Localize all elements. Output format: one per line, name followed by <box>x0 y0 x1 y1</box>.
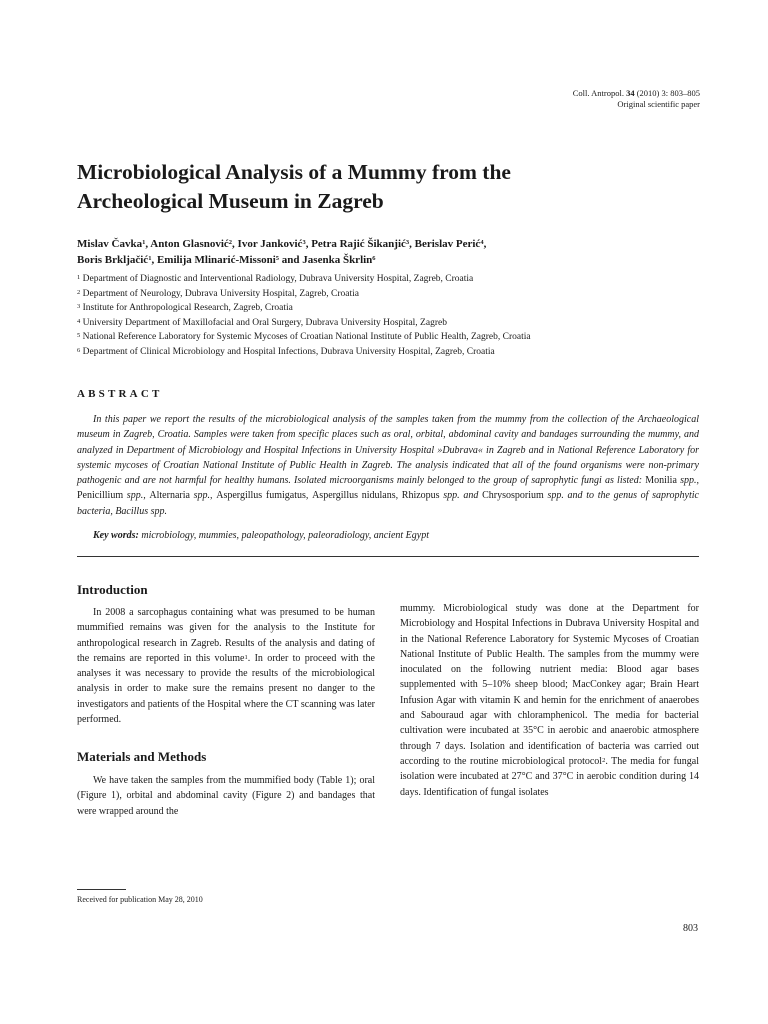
genus-chrysosporium: Chrysosporium <box>482 490 544 502</box>
affiliation-text: Department of Neurology, Dubrava University Hospital, Zagreb, Croatia <box>80 288 360 299</box>
introduction-paragraph: In 2008 a sarcophagus containing what was presumed to be human mummified remains was given for the analysis to the Institute for anthropological research in Zagreb. Results of the analysis and dating of the remains are reported in this volume$^1$. In order to proceed with the analyses it was necessary to provide the results of the microbiological analysis in order to make sure the remains present no danger to the investigators and patients of the Hospital where the CT scanning was later performed. <box>77 607 375 726</box>
methods-body <box>77 773 375 819</box>
author-affiliation-ref: 3 <box>302 239 306 246</box>
section-divider <box>77 556 699 557</box>
author-name: Jasenka Škrlin <box>302 254 373 266</box>
author-name: Anton Glasnović <box>150 238 229 250</box>
received-date: Received for publication May 28, 2010 <box>77 895 203 904</box>
methods-heading: Materials and Methods <box>77 749 207 764</box>
author-affiliation-ref: 1 <box>142 239 146 246</box>
affiliation-text: National Reference Laboratory for Systemic Mycoses of Croatian National Institute of Public Health, Zagreb, Croatia <box>80 332 531 343</box>
affiliation-item <box>77 287 717 302</box>
author-affiliation-ref: 6 <box>372 255 376 262</box>
author-name: Mislav Čavka <box>77 238 143 250</box>
author-affiliation-ref: 4 <box>480 239 484 246</box>
right-column-paragraph: mummy. Microbiological study was done at the Department for Microbiology and Hospital Infections in Dubrava University Hospital and in the National Reference Laboratory for Systemic Mycoses of Croatian National Institute of Public Health. The samples from the mummy were inoculated on the following nutrient media: Blood agar bases supplemented with 5–10% sheep blood; MacConkey agar; Brain Heart Infusion Agar with vitamin K and hemin for the enrichment of anaerobes and Sabouraud agar with chloramphenicol. The media for bacterial cultivation were incubated at 35°C in aerobic and anaerobic atmosphere through 7 days. Isolation and identification of bacteria was carried out according to the routine microbiological protocol$^2$. The media for fungal isolation were incubated at 27°C and 37°C in aerobic condition during 14 days. Identification of fungal isolates <box>400 603 699 798</box>
affiliation-number: 4 <box>77 317 81 325</box>
keywords <box>93 529 699 543</box>
genus-penicillium: Penicillium <box>77 490 124 502</box>
journal-header <box>573 88 700 110</box>
journal-volume: 34 <box>626 88 635 98</box>
affiliation-item <box>77 316 717 331</box>
citation-ref: 1 <box>244 653 248 661</box>
affiliation-list <box>77 272 717 360</box>
genus-aspergillus-fumigatus: Aspergillus fumigatus <box>216 490 306 502</box>
affiliation-number: 1 <box>77 274 81 281</box>
abstract-heading: ABSTRACT <box>77 388 163 400</box>
affiliation-text: University Department of Maxillofacial and Oral Surgery, Dubrava University Hospital, Zagreb <box>80 317 447 328</box>
author-affiliation-ref: 5 <box>275 255 280 262</box>
affiliation-number: 3 <box>77 303 81 311</box>
author-name: Berislav Perić <box>414 238 481 250</box>
affiliation-text: Department of Clinical Microbiology and Hospital Infections, Dubrava University Hospital, Zagreb, Croatia <box>80 346 495 357</box>
journal-issue-pages: (2010) 3: 803–805 <box>636 88 700 98</box>
methods-paragraph: We have taken the samples from the mummified body (Table 1); oral (Figure 1), orbital and abdominal cavity (Figure 2) and bandages that were wrapped around the <box>77 775 375 817</box>
paper-type: Original scientific paper <box>617 99 700 109</box>
genus-alternaria: Alternaria <box>149 490 190 502</box>
affiliation-number: 6 <box>77 346 81 354</box>
page-number: 803 <box>683 923 698 934</box>
affiliation-item <box>77 301 717 316</box>
genus-aspergillus-nidulans: Aspergillus nidulans <box>312 490 396 502</box>
affiliation-number: 5 <box>77 332 81 340</box>
author-affiliation-ref: 2 <box>228 239 233 246</box>
author-affiliation-ref: 3 <box>405 239 410 246</box>
paper-title <box>77 158 707 216</box>
title-line-2: Archeological Museum in Zagreb <box>77 189 384 213</box>
genus-monilia: Monilia <box>645 475 677 487</box>
authors-line-2: Boris Brkljačić$^1$, Emilija Mlinarić-Missoni$^5$ and Jasenka Škrlin$^6$ <box>77 254 376 266</box>
introduction-heading: Introduction <box>77 582 148 597</box>
author-list <box>77 236 707 268</box>
author-name: Boris Brkljačić <box>77 254 149 266</box>
footnote-rule <box>77 889 126 890</box>
genus-rhizopus: Rhizopus <box>401 490 440 502</box>
journal-citation <box>573 88 700 99</box>
affiliation-text: Institute for Anthropological Research, Zagreb, Croatia <box>80 303 293 314</box>
right-column-body <box>400 601 699 800</box>
author-name: Emilija Mlinarić-Missoni <box>156 254 276 266</box>
introduction-body <box>77 605 375 727</box>
affiliation-item <box>77 272 717 287</box>
author-affiliation-ref: 1 <box>148 255 152 262</box>
affiliation-text: Department of Diagnostic and Interventional Radiology, Dubrava University Hospital, Zagreb, Croatia <box>80 274 474 284</box>
author-name: Petra Rajić Šikanjić <box>311 238 406 250</box>
abstract-text: In this paper we report the results of the microbiological analysis of the samples taken from the mummy from the collection of the Archaeological museum in Zagreb, Croatia. Samples were taken from specific places such as oral, orbital, abdominal cavity and bandages surrounding the mummy, and analyzed in Department of Microbiology and Hospital Infections in University Hospital »Dubrava« in Zagreb and in National Reference Laboratory for systemic mycoses of Croatian National Institute of Public Health in Zagreb. The analysis indicated that all of the found organisms were non-primary pathogenic and are not harmful for healthy humans. Isolated microorganisms mainly belonged to the group of saprophytic fungi as listed: Monilia spp., Penicillium spp., Alternaria spp., Aspergillus fumigatus, Aspergillus nidulans, Rhizopus spp. and Chrysosporium spp. and to the genus of saprophytic bacteria, Bacillus spp. <box>77 414 699 517</box>
affiliation-item <box>77 330 717 345</box>
keywords-label: Key words: <box>93 530 139 541</box>
title-line-1: Microbiological Analysis of a Mummy from the <box>77 160 511 184</box>
keywords-text: microbiology, mummies, paleopathology, paleoradiology, ancient Egypt <box>138 530 429 541</box>
authors-line-1: Mislav Čavka$^1$, Anton Glasnović$^2$, Ivor Janković$^3$, Petra Rajić Šikanjić$^3$, Berislav Perić$^4$, <box>77 238 487 250</box>
affiliation-item <box>77 345 717 360</box>
affiliation-number: 2 <box>77 288 81 296</box>
journal-name: Coll. Antropol. <box>572 88 624 98</box>
citation-ref: 2 <box>602 756 606 764</box>
author-name: Ivor Janković <box>237 238 303 250</box>
